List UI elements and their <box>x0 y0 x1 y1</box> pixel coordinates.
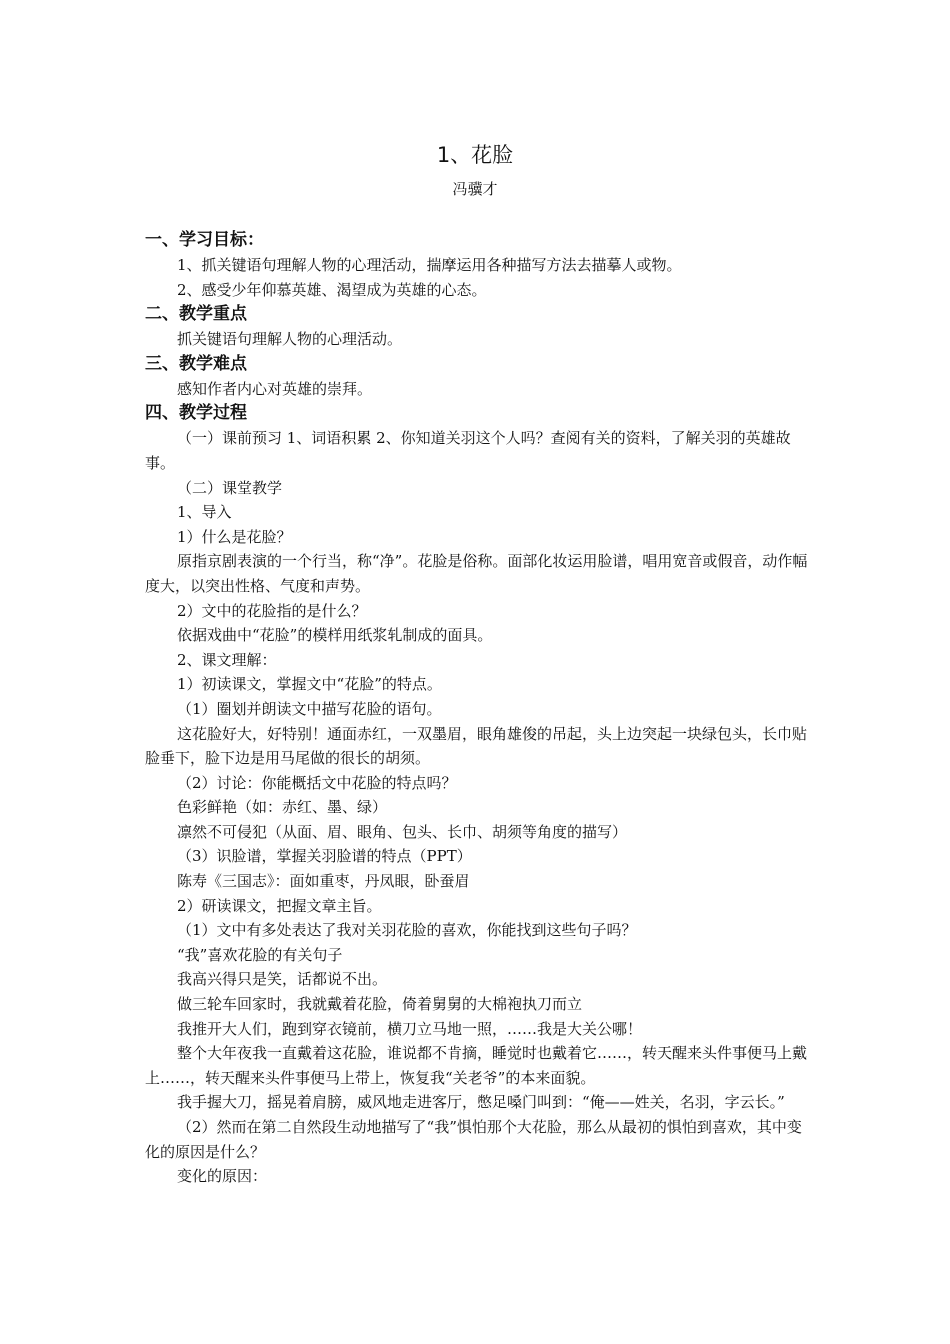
document-body <box>145 228 809 1189</box>
paragraph: 1）什么是花脸？ <box>177 527 292 546</box>
paragraph: 感知作者内心对英雄的崇拜。 <box>177 379 373 398</box>
paragraph: （二）课堂教学 <box>177 478 283 497</box>
paragraph: 2、感受少年仰慕英雄、渴望成为英雄的心态。 <box>177 280 487 299</box>
paragraph: 抓关键语句理解人物的心理活动。 <box>177 330 403 349</box>
paragraph: （3）识脸谱，掌握关羽脸谱的特点（PPT） <box>177 847 472 866</box>
paragraph: （1）圈划并朗读文中描写花脸的语句。 <box>177 699 442 718</box>
paragraph: 2、课文理解： <box>177 650 277 669</box>
paragraph: 1）初读课文，掌握文中“花脸”的特点。 <box>177 675 442 694</box>
paragraph: 变化的原因： <box>177 1167 268 1186</box>
paragraph: 依据戏曲中“花脸”的模样用纸浆轧制成的面具。 <box>177 626 493 645</box>
paragraph: 凛然不可侵犯（从面、眉、眼角、包头、长巾、胡须等角度的描写） <box>177 822 628 841</box>
paragraph: 这花脸好大，好特别！通面赤红，一双墨眉，眼角雄俊的吊起，头上边突起一块绿包头，长巾贴脸垂下，脸下边是用马尾做的很长的胡须。 <box>145 724 808 768</box>
section-heading: 三、教学难点 <box>145 353 247 374</box>
document-title: 1、花脸 <box>436 143 514 167</box>
paragraph: 色彩鲜艳（如：赤红、墨、绿） <box>177 798 388 817</box>
author-name: 冯骥才 <box>452 180 498 198</box>
paragraph: 我高兴得只是笑，话都说不出。 <box>177 970 388 989</box>
paragraph: 1、导入 <box>177 503 232 522</box>
section-heading: 一、学习目标： <box>145 230 264 250</box>
paragraph: 我推开大人们，跑到穿衣镜前，横刀立马地一照，……我是大关公哪！ <box>177 1019 643 1038</box>
paragraph: “我”喜欢花脸的有关句子 <box>177 945 343 964</box>
paragraph: 做三轮车回家时，我就戴着花脸，倚着舅舅的大棉袍执刀而立 <box>177 995 583 1014</box>
paragraph: 我手握大刀，摇晃着肩膀，威风地走进客厅，憋足嗓门叫到：“俺——姓关，名羽，字云长。” <box>177 1093 785 1112</box>
paragraph: 2）研读课文，把握文章主旨。 <box>177 896 382 915</box>
paragraph: 陈寿《三国志》：面如重枣，丹凤眼，卧蚕眉 <box>177 872 470 891</box>
paragraph: （一）课前预习 1、词语积累 2、你知道关羽这个人吗？查阅有关的资料，了解关羽的英雄故事。 <box>145 429 791 472</box>
paragraph: （1）文中有多处表达了我对关羽花脸的喜欢，你能找到这些句子吗？ <box>177 921 637 940</box>
section-heading: 二、教学重点 <box>145 304 247 325</box>
paragraph: 2）文中的花脸指的是什么？ <box>177 601 367 620</box>
paragraph: （2）然而在第二自然段生动地描写了“我”惧怕那个大花脸，那么从最初的惧怕到喜欢，其中变化的原因是什么？ <box>145 1118 802 1161</box>
paragraph: 1、抓关键语句理解人物的心理活动，揣摩运用各种描写方法去描摹人或物。 <box>177 256 682 274</box>
paragraph: 整个大年夜我一直戴着这花脸，谁说都不肯摘，睡觉时也戴着它……，转天醒来头件事便马上戴上……，转天醒来头件事便马上带上，恢复我“关老爷”的本来面貌。 <box>145 1044 808 1087</box>
paragraph: 原指京剧表演的一个行当，称“净”。花脸是俗称。面部化妆运用脸谱，唱用宽音或假音，动作幅度大，以突出性格、气度和声势。 <box>145 552 808 595</box>
paragraph: （2）讨论：你能概括文中花脸的特点吗？ <box>177 773 457 792</box>
section-heading: 四、教学过程 <box>145 403 247 424</box>
